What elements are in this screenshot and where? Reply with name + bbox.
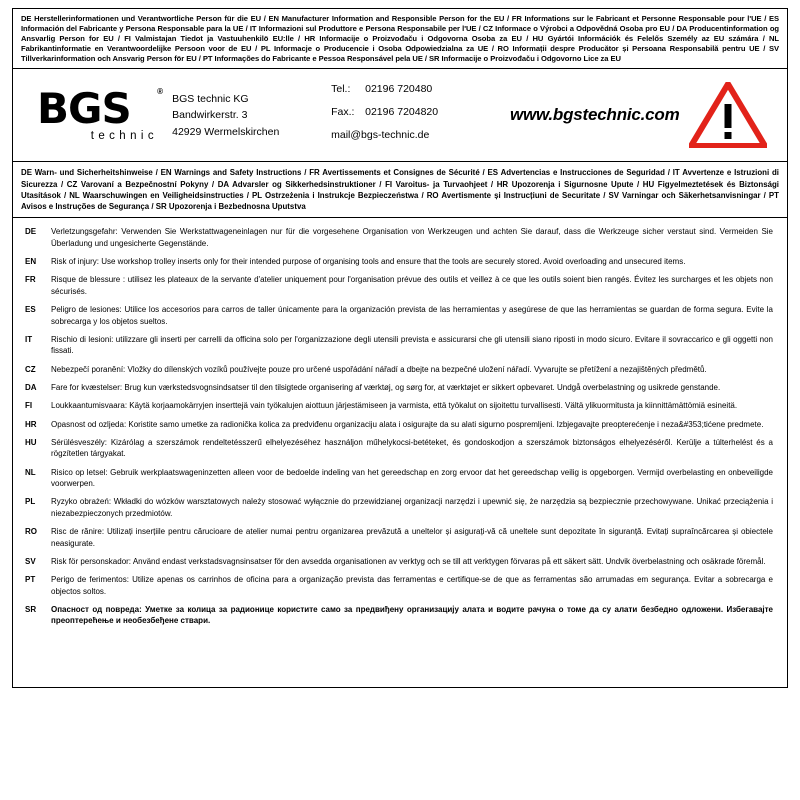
instruction-text: Risc de rănire: Utilizați inserțiile pentru cărucioare de atelier numai pentru organizarea prevăzută a uneltelor și asigurați-vă că uneltele sunt depozitate în siguranță. Evitați supraîncărcarea și obiectele neasigurate. [51,527,773,548]
language-code: IT [25,334,33,344]
warning-triangle-icon [686,82,777,148]
instruction-text: Ryzyko obrażeń: Wkładki do wózków warsztatowych należy stosować wyłącznie do przewidzianej organizacji narzędzi i upewnić się, że narzędzia są bezpiecznie przechowywane. Unikać przeciążenia i niezabezpieczonych przedmiotów. [51,497,773,518]
bgs-logo [23,84,172,142]
registered-trademark-icon: ® [157,87,163,97]
logo-subtext: technic [90,129,158,142]
manufacturer-info-languages: DE Herstellerinformationen und Verantwortliche Person für die EU / EN Manufacturer Information and Responsible Person for the EU / FR Informations sur le Fabricant et Personne Responsable pour l'UE / ES Información del Fabricante y Persona Responsable para la UE / IT Informazioni sul Produttore e Persona Responsabile per l'UE / CZ Informace o Výrobci a Odpovědná Osoba pro EU / DA Producentinformation og Ansvarlig Person for EU / FI Valmistajan Tiedot ja Vastuuhenkilö EU:lle / HR Informacije o Proizvođaču i Odgovorna Osoba za EU / HU Gyártói Információk és Felelős Személy az EU számára / NL Fabrikantinformatie en Verantwoordelijke Persoon voor de EU / PL Informacje o Producencie i Osoba Odpowiedzialna za UE / RO Informații despre Producător și Persoana Responsabilă pentru UE / SV Tillverkarinformation och Ansvarig Person för EU / PT Informações do Fabricante e Pessoa Responsável pela UE / SR Informacije o Proizvođaču i Odgovorno Lice za EU [21,14,779,64]
instruction-text: Fare for kvæstelser: Brug kun værkstedsvognsindsatser til den tilsigtede organisering af værktøj, og sørg for, at værktøjet er sikkert opbevaret. Undgå overbelastning og usikrede genstande. [51,382,721,392]
tel-label: Tel.: [331,82,351,95]
language-code: SV [25,556,36,566]
instructions-list [13,218,787,639]
fax-value: 02196 7204820 [365,105,439,118]
list-item [21,226,779,249]
language-code: RO [25,527,37,537]
language-code: PT [25,575,36,585]
language-code: FI [25,401,33,411]
list-item [21,304,779,327]
language-code: DE [25,227,37,237]
instruction-text: Loukkaantumisvaara: Käytä korjaamokärryjen inserttejä vain työkalujen aiottuun järjestämiseen ja varmista, että työkalut on sijoitettu turvallisesti. Vältä ylikuormitusta ja kiinnittämättömiä esineitä. [51,401,738,411]
instruction-text: Nebezpečí poranění: Vložky do dílenských vozíků používejte pouze pro určené uspořádání nářadí a dbejte na bezpečné uložení nářadí. Vyvarujte se přetížení a nezajištěných předmětů. [51,364,707,374]
instruction-text: Sérülésveszély: Kizárólag a szerszámok rendeltetésszerű elhelyezéséhez használjon műhelykocsi-betéteket, és gondoskodjon a szerszámok biztonságos elhelyezéséről. Kerülje a túlterhelést és a rögzítetlen tárgyakat. [51,438,773,459]
list-item [21,556,779,567]
company-street: Bandwirkerstr. 3 [172,109,248,122]
instruction-text: Rischio di lesioni: utilizzare gli inserti per carrelli da officina solo per l'organizzazione degli utensili prevista e assicurarsi che gli utensili siano riposti in modo sicuro. Evitare il sovraccarico e gli oggetti non fissati. [51,334,773,356]
language-code: HU [25,438,37,448]
company-block [13,69,787,161]
language-code: FR [25,275,36,285]
list-item [21,382,779,393]
contact-tel-row [331,81,510,97]
list-item [21,256,779,267]
fax-label: Fax.: [331,105,355,118]
contact-fax-row [331,104,510,120]
list-item [21,400,779,411]
language-code: DA [25,382,37,392]
list-item [21,274,779,297]
email-value: mail@bgs-technic.de [331,129,430,142]
list-item [21,574,779,597]
instruction-text: Peligro de lesiones: Utilice los accesorios para carros de taller únicamente para la organización prevista de las herramientas y asegúrese de que las herramientas se guardan de forma segura. Evite la sobrecarga y los objetos sueltos. [51,305,773,326]
list-item [21,604,779,627]
instruction-text: Verletzungsgefahr: Verwenden Sie Werkstattwageneinlagen nur für die vorgesehene Organisation von Werkzeugen und achten Sie darauf, dass die Werkzeuge sicher verstaut sind. Vermeiden Sie Überladung und ungesicherte Gegenstände. [51,227,773,248]
instruction-text: Perigo de ferimentos: Utilize apenas os carrinhos de oficina para a organização prevista das ferramentas e certifique-se de que as ferramentas são arrumadas em segurança. Evitar a sobrecarga e objectos soltos. [51,575,773,596]
document-frame [12,8,788,688]
language-code: PL [25,497,36,507]
list-item [21,364,779,375]
company-contact [331,81,510,151]
list-item [21,467,779,490]
instruction-text: Risque de blessure : utilisez les plateaux de la servante d'atelier uniquement pour l'organisation prévue des outils et veillez à ce que les outils soient bien rangés. Évitez les surcharges et les objets non sécurisés. [51,275,773,296]
safety-headings-languages: DE Warn- und Sicherheitshinweise / EN Warnings and Safety Instructions / FR Avertissements et Consignes de Sécurité / ES Advertencias e Instrucciones de Seguridad / IT Avvertenze e Istruzioni di Sicurezza / CZ Varovaní a Bezpečnostní Pokyny / DA Advarsler og Sikkerhedsinstruktioner / FI Varoitus- ja Turvaohjeet / HR Upozorenja i Sigurnosne Upute / HU Figyelmeztetések és Biztonsági Utasítások / NL Waarschuwingen en Veiligheidsinstructies / PL Ostrzeżenia i Instrukcje Bezpieczeństwa / RO Avertismente și Instrucțiuni de Securitate / SV Varningar och Säkerhetsanvisningar / PT Avisos e Instruções de Segurança / SR Upozorenja i Bezbednosna Uputstva [21,168,779,212]
language-code: ES [25,305,36,315]
list-item [21,437,779,460]
logo-wordmark: BGS [37,84,131,134]
list-item [21,526,779,549]
language-code: NL [25,467,36,477]
company-city: 42929 Wermelskirchen [172,125,280,138]
language-code: CZ [25,364,36,374]
language-code: HR [25,419,37,429]
list-item [21,334,779,357]
tel-value: 02196 720480 [365,82,433,95]
contact-mail-row [331,127,510,143]
company-website: www.bgstechnic.com [509,105,680,125]
instruction-text: Risk of injury: Use workshop trolley inserts only for their intended purpose of organising tools and ensure that the tools are securely stored. Avoid overloading and unsecured items. [51,257,686,267]
language-code: SR [25,604,37,614]
company-address [172,91,331,140]
company-name: BGS technic KG [172,93,249,106]
language-code: EN [25,257,37,267]
list-item [21,419,779,430]
instruction-text: Risico op letsel: Gebruik werkplaatswageninzetten alleen voor de bedoelde indeling van het gereedschap en zorg ervoor dat het gereedschap veilig is opgeborgen. Vermijd overbelasting en onbeveiligde voorwerpen. [51,467,773,489]
instruction-text: Risk för personskador: Använd endast verkstadsvagnsinsatser för den avsedda organisationen av verktyg och se till att verktygen förvaras på ett säkert sätt. Undvik överbelastning och osäkrade föremål. [51,556,766,566]
instruction-text: Опасност од повреда: Уметке за колица за радионице користите само за предвиђену организацију алата и водите рачуна о томе да су алати безбедно одложени. Избегавајте преоптерећење и необезбеђене ствари. [51,604,773,626]
instruction-text: Opasnost od ozljeda: Koristite samo umetke za radionička kolica za predviđenu organizaciju alata i osigurajte da su alati sigurno pospremljeni. Izbjegavajte preopterećenje i neza&#353;tićene predmete. [51,419,764,429]
list-item [21,496,779,519]
